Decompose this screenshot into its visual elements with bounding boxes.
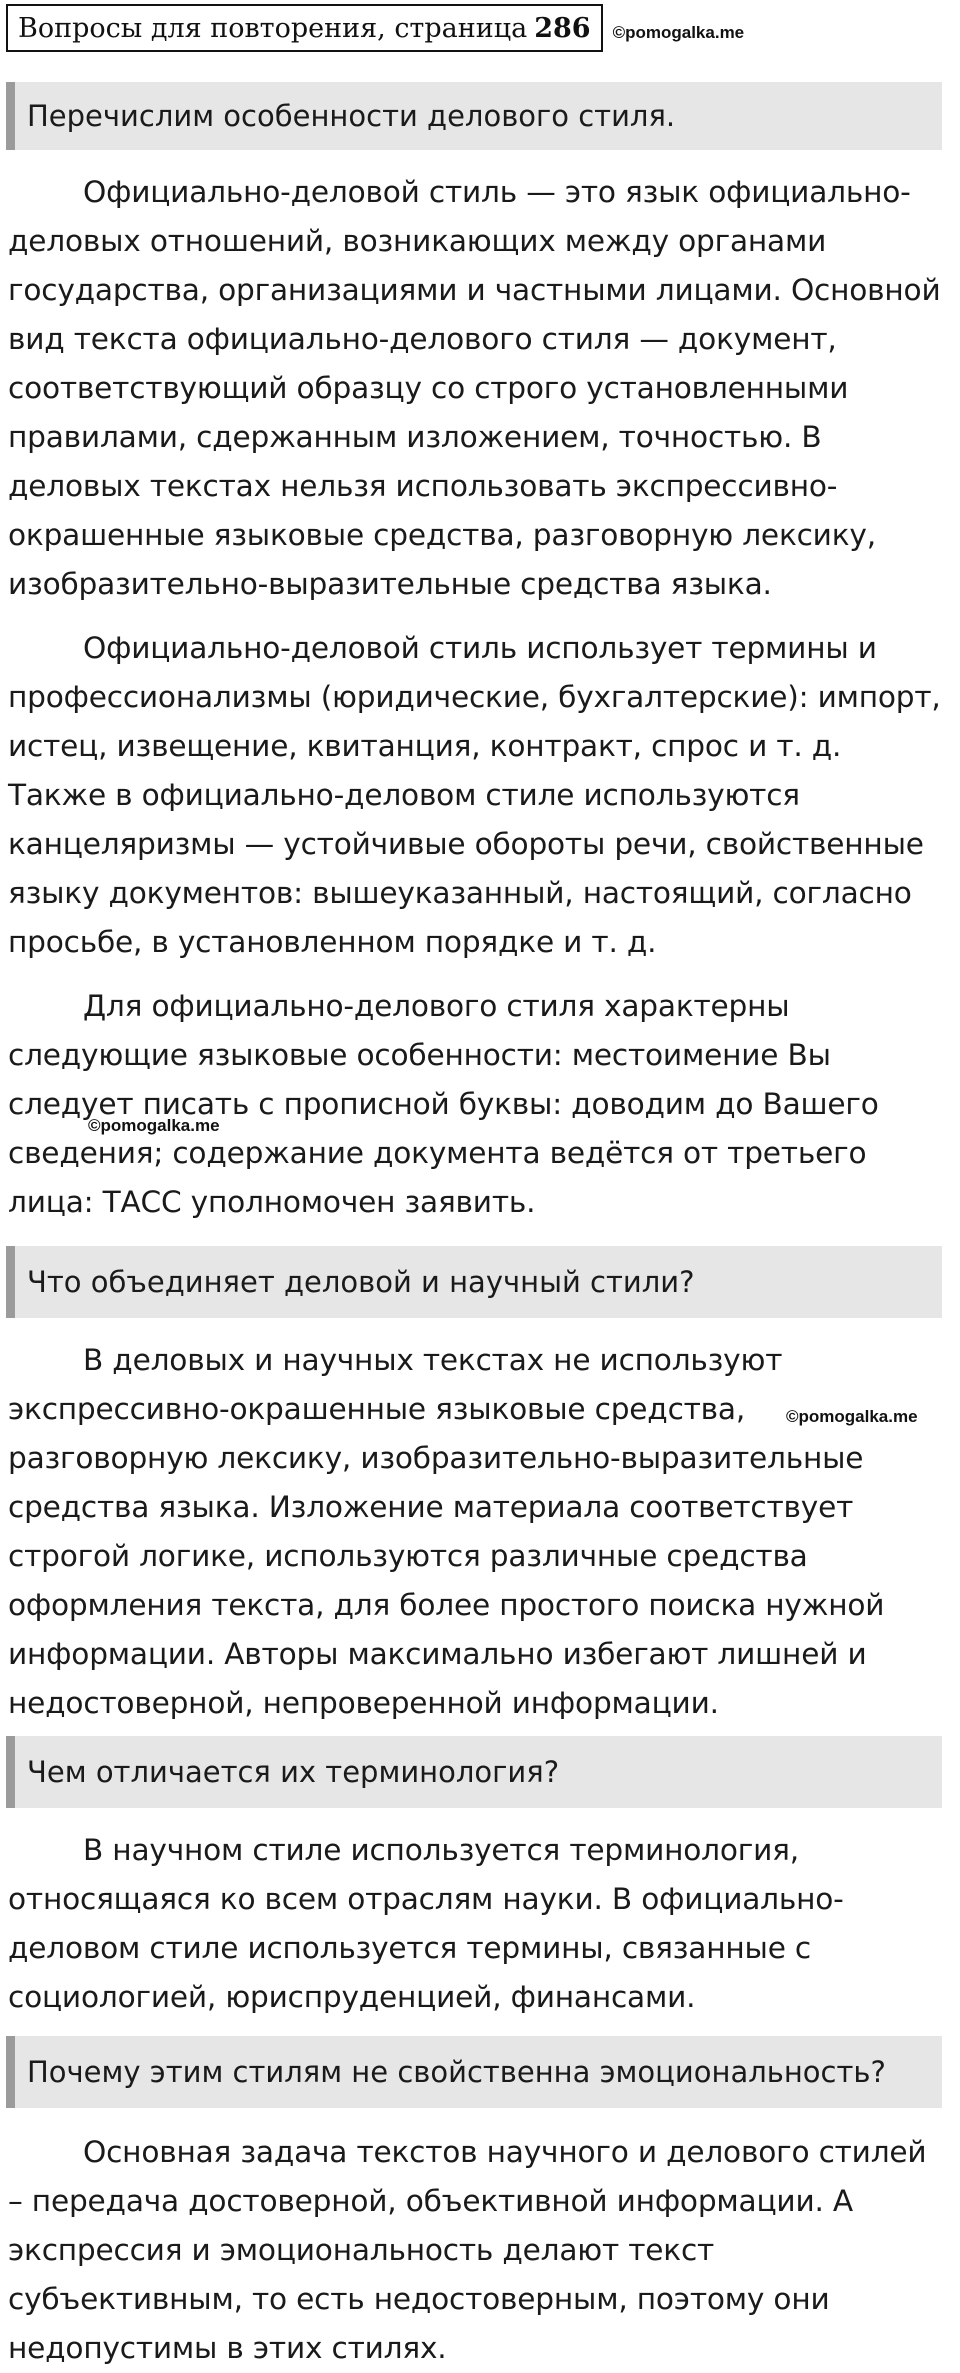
page-header	[6, 4, 744, 52]
question-bar-2	[6, 1246, 942, 1318]
answer-paragraph: Основная задача текстов научного и делового стилей – передача достоверной, объективной информации. А экспрессия и эмоциональность делают текст субъективным, то есть недостоверным, поэтому они недопустимы в этих стилях.	[8, 2135, 927, 2365]
question-text: Чем отличается их терминология?	[27, 1755, 560, 1789]
answer-paragraph: Для официально-делового стиля характерны следующие языковые особенности: местоимение Вы следует писать с прописной буквы: доводим до Вашего сведения; содержание документа ведётся от третьего лица: ТАСС уполномочен заявить.	[8, 989, 879, 1219]
page-title-text: Вопросы для повторения, страница	[18, 12, 528, 44]
question-bar-3	[6, 1736, 942, 1808]
watermark: ©pomogalka.me	[786, 1407, 918, 1426]
answer-paragraph: Официально-деловой стиль использует термины и профессионализмы (юридические, бухгалтерские): импорт, истец, извещение, квитанция, контракт, спрос и т. д. Также в официально-деловом стиле используются канцеляризмы — устойчивые обороты речи, свойственные языку документов: вышеуказанный, настоящий, согласно просьбе, в установленном порядке и т. д.	[8, 631, 941, 959]
question-bar-1	[6, 82, 942, 150]
question-text: Что объединяет деловой и научный стили?	[27, 1265, 695, 1299]
page-number: 286	[534, 12, 591, 44]
question-bar-4	[6, 2036, 942, 2108]
question-text: Перечислим особенности делового стиля.	[27, 99, 676, 133]
answer-paragraph: Официально-деловой стиль — это язык официально-деловых отношений, возникающих между органами государства, организациями и частными лицами. Основной вид текста официально-делового стиля — документ, соответствующий образцу со строго установленными правилами, сдержанным изложением, точностью. В деловых текстах нельзя использовать экспрессивно-окрашенные языковые средства, разговорную лексику, изобразительно-выразительные средства языка.	[8, 175, 941, 601]
page-title	[6, 4, 603, 52]
question-text: Почему этим стилям не свойственна эмоциональность?	[27, 2055, 886, 2089]
answer-paragraph: В научном стиле используется терминология, относящаяся ко всем отраслям науки. В официально-деловом стиле используется термины, связанные с социологией, юриспруденцией, финансами.	[8, 1833, 844, 2014]
answer-paragraph: В деловых и научных текстах не используют экспрессивно-окрашенные языковые средства, разговорную лексику, изобразительно-выразительные средства языка. Изложение материала соответствует строгой логике, используются различные средства оформления текста, для более простого поиска нужной информации. Авторы максимально избегают лишней и недостоверной, непроверенной информации.	[8, 1343, 885, 1720]
header-watermark: ©pomogalka.me	[612, 23, 745, 42]
watermark: ©pomogalka.me	[88, 1116, 220, 1135]
